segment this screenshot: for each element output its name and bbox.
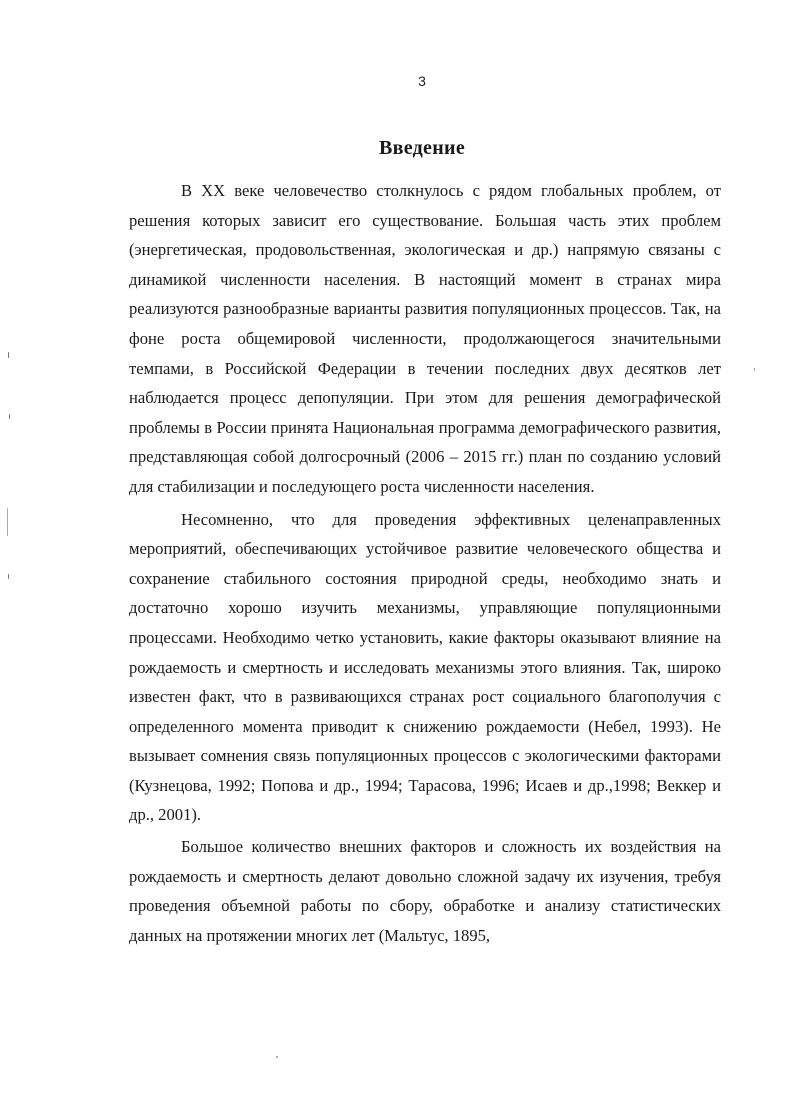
paragraph: Большое количество внешних факторов и сложность их воздействия на рождаемость и смертность делают довольно сложной задачу их изучения, требуя проведения объемной работы по сбору, обработке и анализу статистических данных на протяжении многих лет (Мальтус, 1895,: [129, 837, 721, 945]
paragraph: Несомненно, что для проведения эффективных целенаправленных мероприятий, обеспечивающих устойчивое развитие человеческого общества и сохранение стабильного состояния природной среды, необходимо знать и достаточно хорошо изучить механизмы, управляющие популяционными процессами. Необходимо четко установить, какие факторы оказывают влияние на рождаемость и смертность и исследовать механизмы этого влияния. Так, широко известен факт, что в развивающихся странах рост социального благополучия с определенного момента приводит к снижению рождаемости (Небел, 1993). Не вызывает сомнения связь популяционных процессов с экологическими факторами (Кузнецова, 1992; Попова и др., 1994; Тарасова, 1996; Исаев и др.,1998; Веккер и др., 2001).: [129, 509, 721, 825]
scan-speck: [276, 1056, 278, 1058]
scan-speck: [8, 352, 9, 358]
body-text: [129, 176, 721, 950]
scan-speck: [7, 508, 8, 536]
page-number: 3: [418, 73, 426, 89]
scan-speck: [8, 574, 9, 579]
page-title: Введение: [378, 137, 466, 159]
scan-speck: [9, 414, 10, 419]
paragraph: В XX веке человечество столкнулось с рядом глобальных проблем, от решения которых зависит его существование. Большая часть этих проблем (энергетическая, продовольственная, экологическая и др.) напрямую связаны с динамикой численности населения. В настоящий момент в странах мира реализуются разнообразные варианты развития популяционных процессов. Так, на фоне роста общемировой численности, продолжающегося значительными темпами, в Российской Федерации в течении последних двух десятков лет наблюдается процесс депопуляции. При этом для решения демографической проблемы в России принята Национальная программа демографического развития, представляющая собой долгосрочный (2006 – 2015 гг.) план по созданию условий для стабилизации и последующего роста численности населения.: [129, 181, 721, 496]
scan-speck: [754, 368, 755, 371]
